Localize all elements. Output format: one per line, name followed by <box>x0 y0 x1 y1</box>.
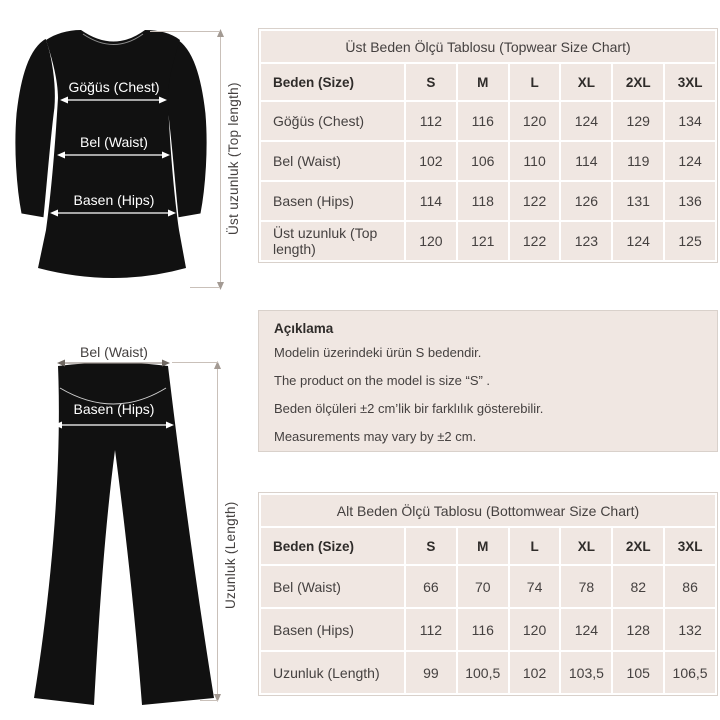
size-value: 131 <box>613 182 663 220</box>
note-line: The product on the model is size “S” . <box>274 373 491 388</box>
size-value: 119 <box>613 142 663 180</box>
size-value: 78 <box>561 566 611 607</box>
size-value: 122 <box>510 182 560 220</box>
size-value: 110 <box>510 142 560 180</box>
size-value: 116 <box>458 609 508 650</box>
col-header-l: L <box>510 64 560 100</box>
hips-label: Basen (Hips) <box>73 192 155 208</box>
size-value: 123 <box>561 222 611 260</box>
topwear-table-title: Üst Beden Ölçü Tablosu (Topwear Size Chart) <box>261 31 715 62</box>
row-label: Üst uzunluk (Top length) <box>261 222 404 260</box>
col-header-2xl: 2XL <box>613 528 663 564</box>
size-value: 128 <box>613 609 663 650</box>
row-label: Basen (Hips) <box>261 182 404 220</box>
size-value: 105 <box>613 652 663 693</box>
pants-waist-arrow-head-right <box>162 360 170 367</box>
col-header-3xl: 3XL <box>665 64 715 100</box>
size-column-header: Beden (Size) <box>261 528 404 564</box>
note-line: Measurements may vary by ±2 cm. <box>274 429 477 444</box>
tunic-illustration <box>10 28 212 284</box>
size-value: 124 <box>613 222 663 260</box>
size-value: 120 <box>510 609 560 650</box>
size-value: 106,5 <box>665 652 715 693</box>
size-value: 112 <box>406 609 456 650</box>
size-value: 86 <box>665 566 715 607</box>
table-row <box>261 609 715 650</box>
size-value: 129 <box>613 102 663 140</box>
size-value: 120 <box>406 222 456 260</box>
pants-waist-arrow-head-left <box>57 360 65 367</box>
tunic-left-sleeve <box>15 38 56 218</box>
col-header-l: L <box>510 528 560 564</box>
pants-waist-label: Bel (Waist) <box>80 346 148 360</box>
col-header-m: M <box>458 64 508 100</box>
pants-hips-arrow-head-left <box>54 422 62 429</box>
row-label: Basen (Hips) <box>261 609 404 650</box>
col-header-xl: XL <box>561 64 611 100</box>
size-value: 120 <box>510 102 560 140</box>
topwear-size-table <box>258 28 718 263</box>
size-value: 100,5 <box>458 652 508 693</box>
size-value: 124 <box>665 142 715 180</box>
size-value: 66 <box>406 566 456 607</box>
pants-length-label: Uzunluk (Length) <box>223 501 238 609</box>
size-value: 70 <box>458 566 508 607</box>
row-label: Göğüs (Chest) <box>261 102 404 140</box>
size-value: 124 <box>561 609 611 650</box>
note-line: Modelin üzerindeki ürün S bedendir. <box>274 345 482 360</box>
bottomwear-diagram <box>28 346 220 711</box>
note-line: Beden ölçüleri ±2 cm’lik bir farklılık gösterebilir. <box>274 401 544 416</box>
size-value: 116 <box>458 102 508 140</box>
dimension-tick <box>150 31 220 32</box>
col-header-2xl: 2XL <box>613 64 663 100</box>
size-value: 114 <box>561 142 611 180</box>
size-value: 134 <box>665 102 715 140</box>
row-label: Uzunluk (Length) <box>261 652 404 693</box>
row-label: Bel (Waist) <box>261 142 404 180</box>
row-label: Bel (Waist) <box>261 566 404 607</box>
size-value: 74 <box>510 566 560 607</box>
dimension-tick <box>190 287 220 288</box>
col-header-s: S <box>406 528 456 564</box>
pants-hips-label: Basen (Hips) <box>73 401 155 417</box>
dimension-tick <box>172 362 218 363</box>
bottomwear-size-table <box>258 492 718 696</box>
table-row <box>261 102 715 140</box>
bottomwear-table-title: Alt Beden Ölçü Tablosu (Bottomwear Size Chart) <box>261 495 715 526</box>
col-header-m: M <box>458 528 508 564</box>
size-value: 126 <box>561 182 611 220</box>
size-value: 136 <box>665 182 715 220</box>
col-header-xl: XL <box>561 528 611 564</box>
waist-label: Bel (Waist) <box>80 134 148 150</box>
size-value: 82 <box>613 566 663 607</box>
size-value: 114 <box>406 182 456 220</box>
size-value: 103,5 <box>561 652 611 693</box>
chest-label: Göğüs (Chest) <box>68 79 160 95</box>
top-length-label: Üst uzunluk (Top length) <box>226 82 241 236</box>
size-value: 125 <box>665 222 715 260</box>
size-value: 124 <box>561 102 611 140</box>
table-row <box>261 182 715 220</box>
size-value: 112 <box>406 102 456 140</box>
table-row <box>261 652 715 693</box>
pants-illustration <box>28 346 220 711</box>
notes-title: Açıklama <box>274 321 334 336</box>
table-row <box>261 566 715 607</box>
size-value: 132 <box>665 609 715 650</box>
table-row <box>261 222 715 260</box>
size-value: 121 <box>458 222 508 260</box>
col-header-3xl: 3XL <box>665 528 715 564</box>
size-value: 118 <box>458 182 508 220</box>
table-row <box>261 142 715 180</box>
size-value: 102 <box>406 142 456 180</box>
size-value: 122 <box>510 222 560 260</box>
dimension-tick <box>200 700 218 701</box>
size-value: 106 <box>458 142 508 180</box>
size-value: 99 <box>406 652 456 693</box>
col-header-s: S <box>406 64 456 100</box>
size-value: 102 <box>510 652 560 693</box>
topwear-diagram <box>10 28 212 284</box>
size-column-header: Beden (Size) <box>261 64 404 100</box>
notes-panel <box>258 310 718 452</box>
